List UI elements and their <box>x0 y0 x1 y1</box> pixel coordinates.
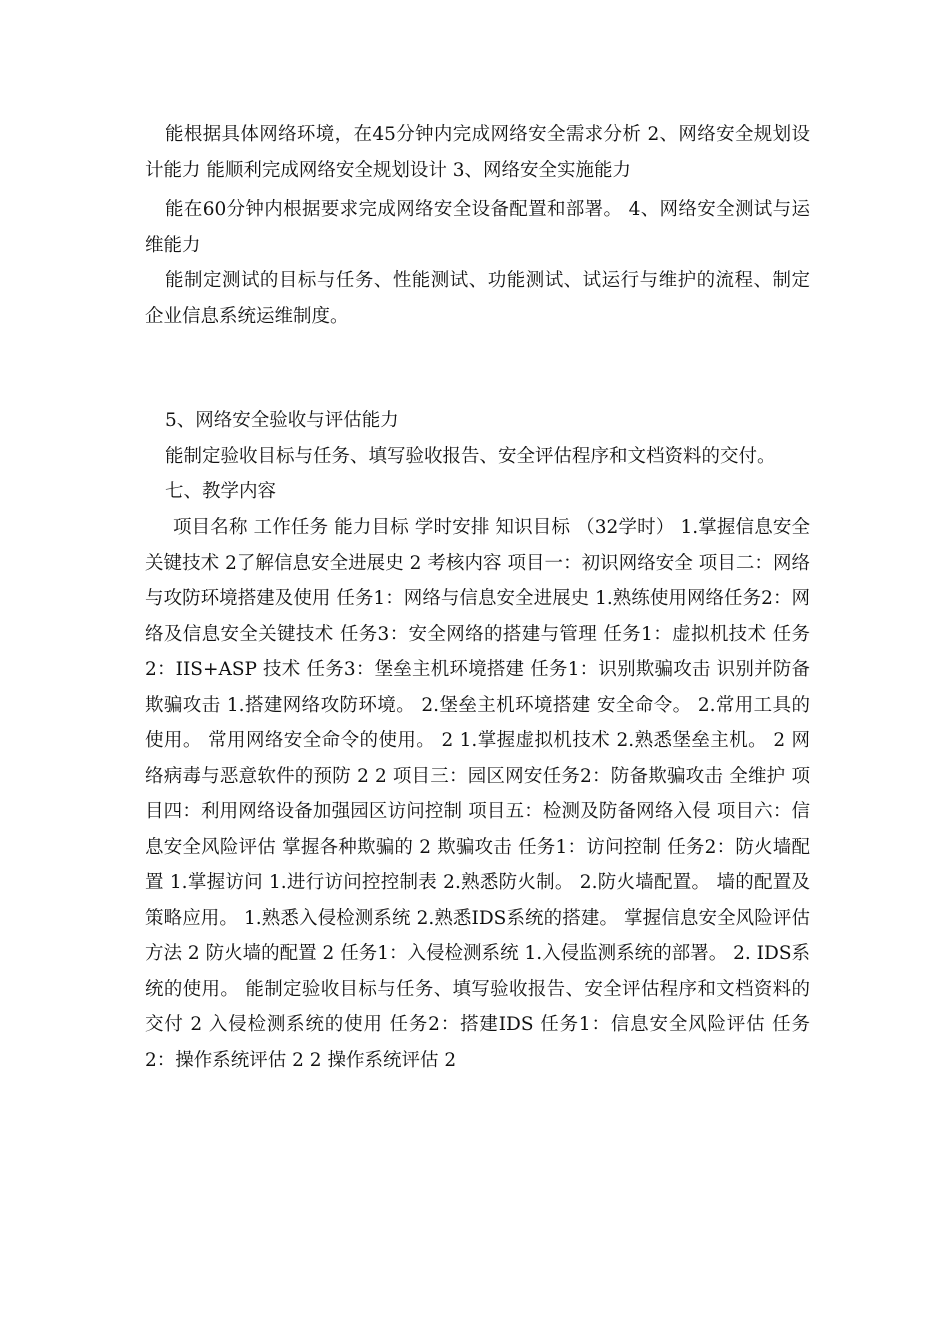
paragraph-implementation-ability: 能在60分钟内根据要求完成网络安全设备配置和部署。 4、网络安全测试与运维能力 <box>145 199 810 256</box>
paragraph-teaching-content-table: 项目名称 工作任务 能力目标 学时安排 知识目标 （32学时） 1.掌握信息安全关键技术 2了解信息安全进展史 2 考核内容 项目一：初识网络安全 项目二：网络与攻防环境搭建及使用 任务1：网络与信息安全进展史 1.熟练使用网络任务2：网络及信息安全关键技术 任务3：安全网络的搭建与管理 任务1：虚拟机技术 任务2：IIS+ASP 技术 任务3：堡垒主机环境搭建 任务1：识别欺骗攻击 识别并防备欺骗攻击 1.搭建网络攻防环境。 2.堡垒主机环境搭建 安全命令。 2.常用工具的使用。 常用网络安全命令的使用。 2 1.掌握虚拟机技术 2.熟悉堡垒主机。 2 网络病毒与恶意软件的预防 2 2 项目三：园区网安任务2：防备欺骗攻击 全维护 项目四：利用网络设备加强园区访问控制 项目五：检测及防备网络入侵 项目六：信息安全风险评估 掌握各种欺骗的 2 欺骗攻击 任务1：访问控制 任务2：防火墙配置 1.掌握访问 1.进行访问控控制表 2.熟悉防火制。 2.防火墙配置。 墙的配置及策略应用。 1.熟悉入侵检测系统 2.熟悉IDS系统的搭建。 掌握信息安全风险评估方法 2 防火墙的配置 2 任务1：入侵检测系统 1.入侵监测系统的部署。 2. IDS系统的使用。 能制定验收目标与任务、填写验收报告、安全评估程序和文档资料的交付 2 入侵检测系统的使用 任务2：搭建IDS 任务1：信息安全风险评估 任务2：操作系统评估 2 2 操作系统评估 2 <box>145 517 810 1071</box>
paragraph-acceptance-ability: 能制定验收目标与任务、填写验收报告、安全评估程序和文档资料的交付。 <box>165 446 776 467</box>
paragraph-requirements-analysis: 能根据具体网络环境，在45分钟内完成网络安全需求分析 2、网络安全规划设计能力 能顺利完成网络安全规划设计 3、网络安全实施能力 <box>145 124 810 181</box>
section-heading-teaching-content: 七、教学内容 <box>165 481 277 502</box>
heading-acceptance-ability: 5、网络安全验收与评估能力 <box>165 410 399 431</box>
paragraph-testing-ability: 能制定测试的目标与任务、性能测试、功能测试、试运行与维护的流程、制定企业信息系统运维制度。 <box>145 270 810 327</box>
